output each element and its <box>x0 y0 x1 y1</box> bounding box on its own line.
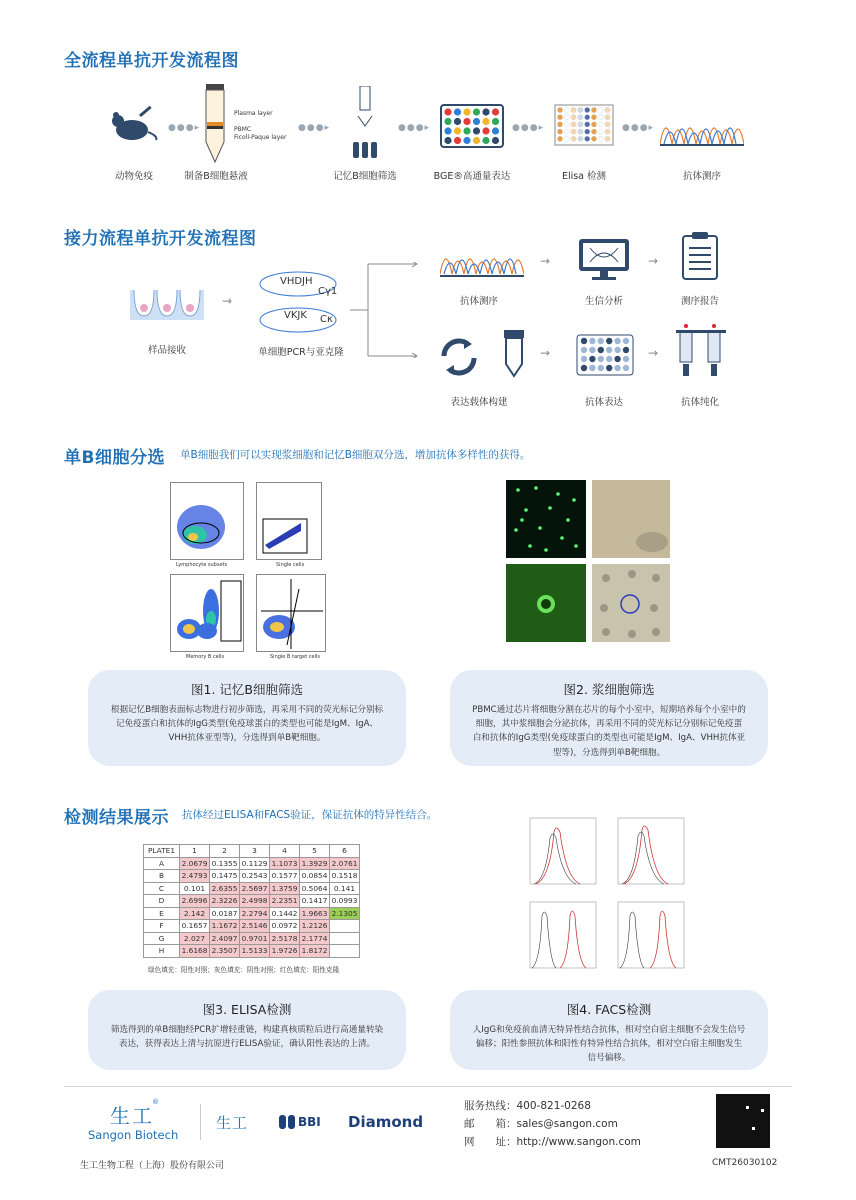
table-cell: 0.1475 <box>210 870 240 883</box>
table-cell: 1.9726 <box>270 945 300 958</box>
fig4-body: 人IgG和免疫前血清无特异性结合抗体，相对空白宿主细胞不会发生信号偏移；阳性参照抗体和阳性有特异性结合抗体，相对空白宿主细胞发生信号偏移。 <box>472 1025 746 1064</box>
flow-dots: ●●●▸ <box>512 123 545 133</box>
step-bge-expression: BGE®高通量表达 <box>433 171 511 182</box>
web-value[interactable]: http://www.sangon.com <box>516 1136 641 1148</box>
step-vector-construction: 表达载体构建 <box>450 397 508 408</box>
table-cell <box>330 945 360 958</box>
table-cell <box>330 932 360 945</box>
sequencing-chromatogram-icon <box>660 112 744 148</box>
table-cell: G <box>144 932 180 945</box>
fig1-body: 根据记忆B细胞表面标志物进行初步筛选，再采用不同的荧光标记分别标记免疫蛋白和抗体的IgG类型(免疫球蛋白的类型也可能是IgM、IgA、VHH抗体亚型等)，分选得到单B靶细胞。 <box>110 705 384 744</box>
table-cell: 0.141 <box>330 882 360 895</box>
single-cell-fluorescence-image <box>506 564 586 642</box>
table-cell: 0.0187 <box>210 907 240 920</box>
elisa-table <box>143 844 360 958</box>
table-cell: 1.5133 <box>240 945 270 958</box>
single-cell-brightfield-image <box>592 564 670 642</box>
table-cell: 2.6355 <box>210 882 240 895</box>
table-row <box>144 870 360 883</box>
table-cell: 2.2794 <box>240 907 270 920</box>
tube-label-ficoll: Ficoll-Paque layer <box>234 134 287 141</box>
table-cell: 0.2543 <box>240 870 270 883</box>
table-cell: C <box>144 882 180 895</box>
table-cell: 0.9701 <box>240 932 270 945</box>
flow-axis-label: Memory B cells <box>186 654 225 660</box>
table-cell: 2.2351 <box>270 895 300 908</box>
flow-plot-target <box>256 574 326 652</box>
results-title: 检测结果展示 <box>64 808 169 828</box>
chip-fluorescence-image <box>506 480 586 558</box>
arrow-icon: → <box>222 294 233 308</box>
heavy-const-label: Cγ1 <box>318 286 338 297</box>
table-cell: 0.1129 <box>240 857 270 870</box>
sample-wells-icon <box>130 286 204 320</box>
step-memory-b-screening: 记忆B细胞筛选 <box>333 171 397 182</box>
cell-sorting-icon <box>350 86 380 162</box>
flow-dots: ●●●▸ <box>298 123 331 133</box>
table-cell: 1.3929 <box>300 857 330 870</box>
table-cell: 2.0761 <box>330 857 360 870</box>
step-antibody-sequencing-2: 抗体测序 <box>459 296 498 307</box>
fig4-caption-panel <box>450 990 768 1070</box>
table-cell: 0.0854 <box>300 870 330 883</box>
table-cell: 2.3507 <box>210 945 240 958</box>
hotline-label: 服务热线： <box>464 1100 517 1112</box>
fig2-body: PBMC通过芯片将细胞分割在芯片的每个小室中，短期培养每个小室中的细胞，其中浆细胞会分泌抗体，再采用不同的荧光标记分别标记免疫蛋白和抗体的IgG类型(免疫球蛋白的类型也可能是IgM、IgA、VHH抗体亚型等)，分选得到单B靶细胞。 <box>472 705 746 758</box>
table-row <box>144 882 360 895</box>
arrow-icon: → <box>648 254 659 268</box>
qr-code-icon[interactable] <box>716 1094 770 1148</box>
table-header-cell: PLATE1 <box>144 845 180 858</box>
step-animal-immunization: 动物免疫 <box>114 171 153 182</box>
table-row <box>144 920 360 933</box>
table-cell: 1.1672 <box>210 920 240 933</box>
table-cell: B <box>144 870 180 883</box>
table-header-cell: 5 <box>300 845 330 858</box>
fig1-title: 图1. 记忆B细胞筛选 <box>191 682 303 697</box>
fig2-title: 图2. 浆细胞筛选 <box>563 682 655 697</box>
table-cell: A <box>144 857 180 870</box>
step-antibody-sequencing: 抗体测序 <box>682 171 721 182</box>
doc-code: CMT26030102 <box>712 1158 778 1168</box>
table-cell: 0.1442 <box>270 907 300 920</box>
monitor-dna-icon <box>578 238 630 282</box>
flow-plot-single-cells <box>256 482 322 560</box>
company-name: 生工生物工程（上海）股份有限公司 <box>80 1161 225 1171</box>
table-cell: 2.142 <box>180 907 210 920</box>
table-cell: 2.5146 <box>240 920 270 933</box>
web-row <box>464 1134 641 1149</box>
light-chain-label: VKJK <box>284 310 307 321</box>
table-cell: 2.4793 <box>180 870 210 883</box>
results-subtitle: 抗体经过ELISA和FACS验证，保证抗体的特异性结合。 <box>182 809 438 821</box>
table-cell: 1.6168 <box>180 945 210 958</box>
facs-panel-3 <box>530 902 596 968</box>
fig3-title: 图3. ELISA检测 <box>202 1002 292 1017</box>
table-cell: 2.4097 <box>210 932 240 945</box>
table-row <box>144 895 360 908</box>
table-cell: 2.3226 <box>210 895 240 908</box>
tube-label-pbmc: PBMC <box>234 126 252 133</box>
flow-axis-label: Single cells <box>276 562 305 568</box>
table-cell: D <box>144 895 180 908</box>
table-cell: 1.3759 <box>270 882 300 895</box>
facs-histograms <box>520 812 690 982</box>
table-row <box>144 907 360 920</box>
flow-axis-label: Lymphocyte subsets <box>176 562 228 568</box>
table-cell: 1.1073 <box>270 857 300 870</box>
facs-panel-4 <box>618 902 684 968</box>
table-cell: 0.1518 <box>330 870 360 883</box>
table-cell: 2.1305 <box>330 907 360 920</box>
elisa-table-note: 绿色填充：阳性对照；灰色填充：阴性对照；红色填充：阳性克隆 <box>148 966 340 974</box>
table-cell: 1.2126 <box>300 920 330 933</box>
email-value[interactable]: sales@sangon.com <box>516 1118 618 1130</box>
table-cell: 2.027 <box>180 932 210 945</box>
logo-sangon: 生工 <box>216 1114 249 1132</box>
email-row <box>464 1116 618 1131</box>
mouse-icon <box>108 104 160 142</box>
tube-label-plasma: Plasma layer <box>234 110 273 117</box>
arrow-icon: → <box>540 346 551 360</box>
email-label: 邮 箱： <box>464 1118 517 1130</box>
brand-cn: 生工 <box>110 1104 154 1128</box>
footer-divider <box>64 1086 792 1087</box>
table-header-cell: 6 <box>330 845 360 858</box>
table-cell: 0.0972 <box>270 920 300 933</box>
fig4-title: 图4. FACS检测 <box>566 1002 652 1017</box>
table-header-cell: 3 <box>240 845 270 858</box>
hotline-value: 400-821-0268 <box>516 1100 591 1112</box>
flow-plot-memory-b <box>170 574 244 652</box>
branch-connector <box>350 262 418 358</box>
arrow-icon: → <box>648 346 659 360</box>
logo-diamond: Diamond <box>348 1113 424 1131</box>
step-elisa: Elisa 检测 <box>561 171 607 182</box>
table-header-cell: 4 <box>270 845 300 858</box>
plate-icon <box>440 104 504 148</box>
vial-icon <box>502 330 526 378</box>
step-antibody-purification: 抗体纯化 <box>680 397 719 408</box>
expression-plate-icon <box>576 334 634 376</box>
flow-plot-lymphocyte <box>170 482 244 560</box>
flow-dots: ●●●▸ <box>168 123 201 133</box>
table-cell: 0.101 <box>180 882 210 895</box>
step-bioinformatics: 生信分析 <box>584 296 623 307</box>
table-cell: 2.5178 <box>270 932 300 945</box>
centrifuge-tube-icon <box>200 82 230 166</box>
table-cell: 2.1774 <box>300 932 330 945</box>
facs-panel-2 <box>618 818 684 884</box>
sequencing-chromatogram-icon <box>440 244 524 278</box>
flow-dots: ●●●▸ <box>398 123 431 133</box>
table-cell: E <box>144 907 180 920</box>
bbi-logo-icon <box>278 1113 296 1131</box>
elisa-plate-icon <box>554 104 614 146</box>
table-header-cell: 1 <box>180 845 210 858</box>
registered-mark: ® <box>152 1098 159 1106</box>
flow-dots: ●●●▸ <box>622 123 655 133</box>
fig3-caption-panel <box>88 990 406 1070</box>
flow-axis-label: Single B target cells <box>270 654 320 660</box>
web-label: 网 址： <box>464 1136 517 1148</box>
chip-brightfield-image <box>592 480 670 558</box>
table-header-cell: 2 <box>210 845 240 858</box>
full-process-title: 全流程单抗开发流程图 <box>64 51 239 71</box>
table-row <box>144 945 360 958</box>
arrow-icon: → <box>540 254 551 268</box>
table-cell: 0.1417 <box>300 895 330 908</box>
table-row <box>144 932 360 945</box>
light-const-label: Cκ <box>320 314 333 325</box>
table-cell: 0.1355 <box>210 857 240 870</box>
single-b-title: 单B细胞分选 <box>64 448 165 468</box>
hotline-row <box>464 1098 591 1113</box>
purification-columns-icon <box>676 322 728 378</box>
recycle-arrows-icon <box>436 336 482 378</box>
logo-bbi: BBI <box>298 1115 321 1129</box>
elisa-table-wrap <box>143 844 360 958</box>
table-cell: 0.1577 <box>270 870 300 883</box>
table-cell: 2.4998 <box>240 895 270 908</box>
table-row <box>144 857 360 870</box>
step-sequencing-report: 测序报告 <box>680 296 719 307</box>
table-cell: H <box>144 945 180 958</box>
report-clipboard-icon <box>682 232 718 280</box>
table-cell: 1.8172 <box>300 945 330 958</box>
table-cell: 0.0993 <box>330 895 360 908</box>
fig3-body: 筛选得到的单B细胞经PCR扩增轻重链，构建真核质粒后进行高通量转染表达，获得表达上清与抗原进行ELISA验证，确认阳性表达的上清。 <box>110 1025 384 1050</box>
brand-divider <box>200 1104 201 1140</box>
step-antibody-expression: 抗体表达 <box>584 397 623 408</box>
table-cell: 2.0679 <box>180 857 210 870</box>
brand-en: Sangon Biotech <box>88 1128 179 1142</box>
fig1-caption-panel <box>88 670 406 766</box>
facs-panel-1 <box>530 818 596 884</box>
step-single-cell-pcr: 单细胞PCR与亚克隆 <box>258 347 344 358</box>
single-b-subtitle: 单B细胞我们可以实现浆细胞和记忆B细胞双分选，增加抗体多样性的获得。 <box>180 449 531 461</box>
table-cell: 0.1657 <box>180 920 210 933</box>
table-cell: F <box>144 920 180 933</box>
step-b-cell-suspension: 制备B细胞悬液 <box>184 171 248 182</box>
table-cell: 0.5064 <box>300 882 330 895</box>
step-sample-receipt: 样品接收 <box>147 345 186 356</box>
table-cell: 1.9663 <box>300 907 330 920</box>
table-cell <box>330 920 360 933</box>
relay-process-title: 接力流程单抗开发流程图 <box>64 229 257 249</box>
fig2-caption-panel <box>450 670 768 766</box>
heavy-chain-label: VHDJH <box>280 276 313 287</box>
table-cell: 2.5697 <box>240 882 270 895</box>
table-cell: 2.6996 <box>180 895 210 908</box>
